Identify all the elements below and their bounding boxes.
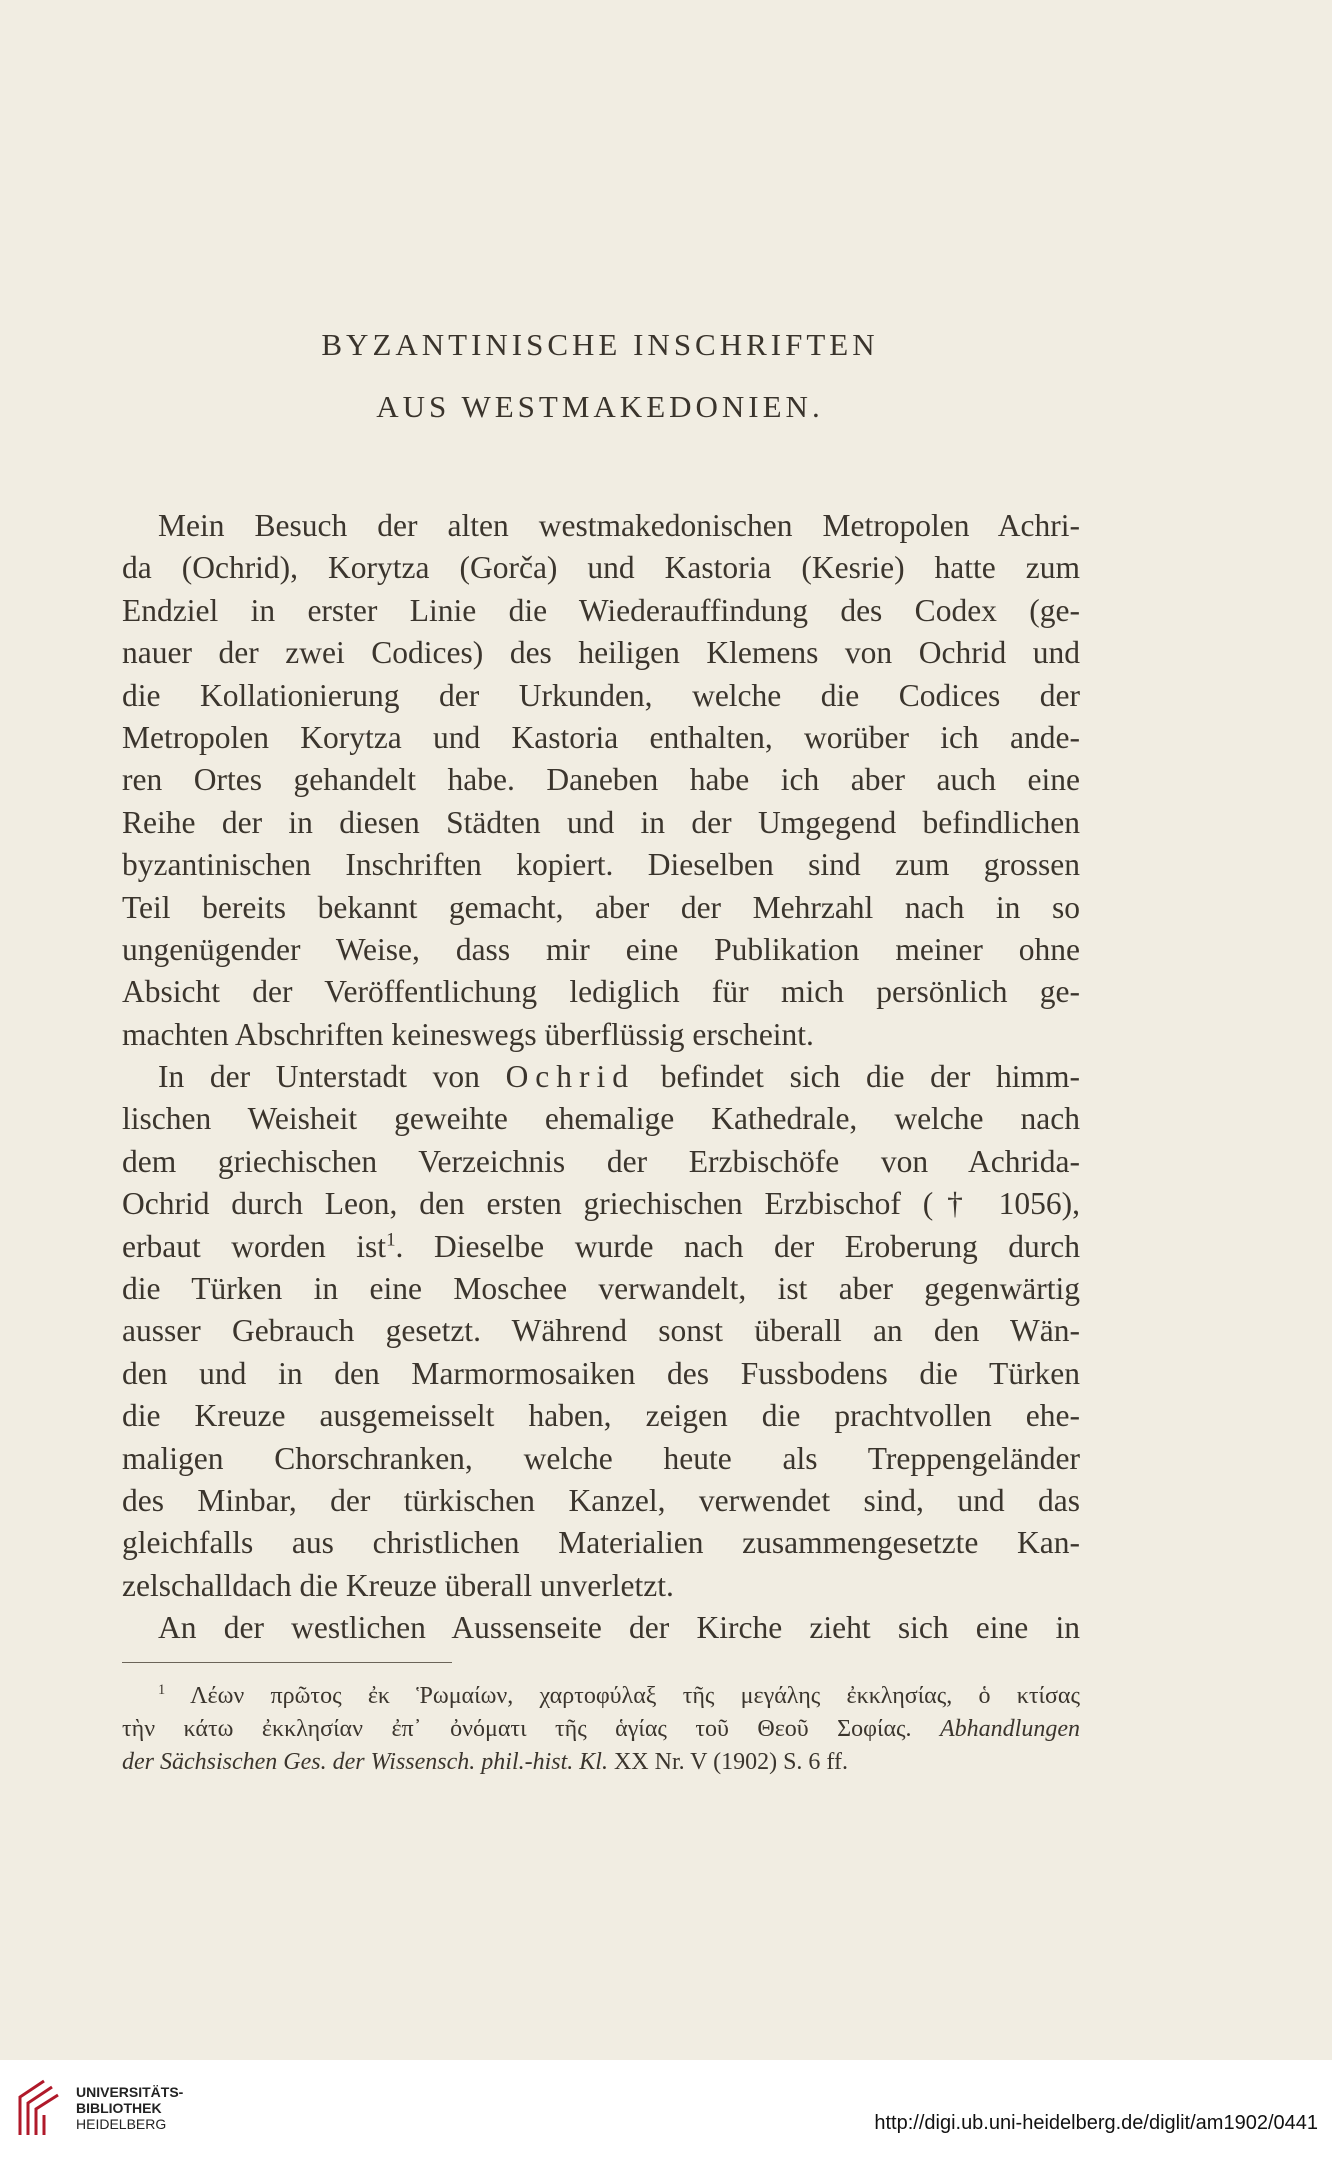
footnote-line: τὴν κάτω ἐκκλησίαν ἐπ᾽ ὀνόματι τῆς ἁγίας τοῦ Θεοῦ Σοφίας. Abhandlungen: [122, 1716, 1080, 1742]
footnote-reference: 1: [386, 1229, 396, 1251]
text-line: ungenügender Weise, dass mir eine Publikation meiner ohne: [122, 931, 1080, 967]
library-logo-text: UNIVERSITÄTS- BIBLIOTHEK HEIDELBERG: [76, 2084, 184, 2132]
footnote: [122, 1680, 1080, 1779]
text-line: Teil bereits bekannt gemacht, aber der Mehrzahl nach in so: [122, 889, 1080, 925]
text-line: maligen Chorschranken, welche heute als Treppengeländer: [122, 1440, 1080, 1476]
text-line: lischen Weisheit geweihte ehemalige Kathedrale, welche nach: [122, 1101, 1080, 1137]
title-line-1: BYZANTINISCHE INSCHRIFTEN: [321, 327, 879, 362]
text-line: des Minbar, der türkischen Kanzel, verwendet sind, und das: [122, 1482, 1080, 1518]
footnote-line: $^1$ Λέων πρῶτος ἐκ Ῥωμαίων, χαρτοφύλαξ τῆς μεγάλης ἐκκλησίας, ὁ κτίσας: [158, 1682, 1080, 1709]
text-line: zelschalldach die Kreuze überall unverletzt.: [122, 1567, 674, 1603]
text-line: gleichfalls aus christlichen Materialien zusammengesetzte Kan-: [122, 1525, 1080, 1561]
text-line: die Kreuze ausgemeisselt haben, zeigen die prachtvollen ehe-: [122, 1398, 1080, 1434]
text-line: da (Ochrid), Korytza (Gorča) und Kastoria (Kesrie) hatte zum: [122, 550, 1080, 586]
text-line: Endziel in erster Linie die Wiederauffindung des Codex (ge-: [122, 592, 1080, 628]
text-line: dem griechischen Verzeichnis der Erzbischöfe von Achrida-: [122, 1143, 1080, 1179]
title-line-2: AUS WESTMAKEDONIEN.: [376, 389, 824, 424]
footnote-separator: [122, 1662, 452, 1663]
permalink-url[interactable]: http://digi.ub.uni-heidelberg.de/diglit/am1902/0441: [874, 2112, 1318, 2134]
footnote-marker: 1: [158, 1682, 166, 1698]
text-line: die Türken in eine Moschee verwandelt, ist aber gegenwärtig: [122, 1271, 1080, 1307]
viewer-footer: [0, 2060, 1332, 2159]
text-line: nauer der zwei Codices) des heiligen Klemens von Ochrid und: [122, 635, 1080, 671]
text-line: Metropolen Korytza und Kastoria enthalten, worüber ich ande-: [122, 719, 1080, 755]
spaced-place-name: Ochrid: [505, 1059, 636, 1095]
text-line: Absicht der Veröffentlichung lediglich für mich persönlich ge-: [122, 974, 1080, 1010]
text-line: ren Ortes gehandelt habe. Daneben habe ich aber auch eine: [122, 762, 1080, 798]
library-logo-icon: [14, 2077, 62, 2141]
text-line: byzantinischen Inschriften kopiert. Dieselben sind zum grossen: [122, 847, 1080, 883]
text-line: An der westlichen Aussenseite der Kirche zieht sich eine in: [158, 1610, 1080, 1646]
footnote-line: der Sächsischen Ges. der Wissensch. phil.-hist. Kl. XX Nr. V (1902) S. 6 ff.: [122, 1749, 848, 1775]
text-line: den und in den Marmormosaiken des Fussbodens die Türken: [122, 1355, 1080, 1391]
text-line: erbaut worden ist$^1$. Dieselbe wurde nach der Eroberung durch: [122, 1228, 1080, 1264]
text-line: ausser Gebrauch gesetzt. Während sonst überall an den Wän-: [122, 1313, 1080, 1349]
text-line: machten Abschriften keineswegs überflüssig erscheint.: [122, 1016, 814, 1052]
text-line: In der Unterstadt von Ochrid befindet sich die der himm-: [158, 1059, 1080, 1095]
text-line: Ochrid durch Leon, den ersten griechischen Erzbischof († 1056),: [122, 1186, 1080, 1222]
text-line: Reihe der in diesen Städten und in der Umgegend befindlichen: [122, 804, 1080, 840]
text-line: Mein Besuch der alten westmakedonischen Metropolen Achri-: [158, 508, 1080, 543]
body-text: [122, 505, 1080, 1650]
text-line: die Kollationierung der Urkunden, welche die Codices der: [122, 677, 1080, 713]
